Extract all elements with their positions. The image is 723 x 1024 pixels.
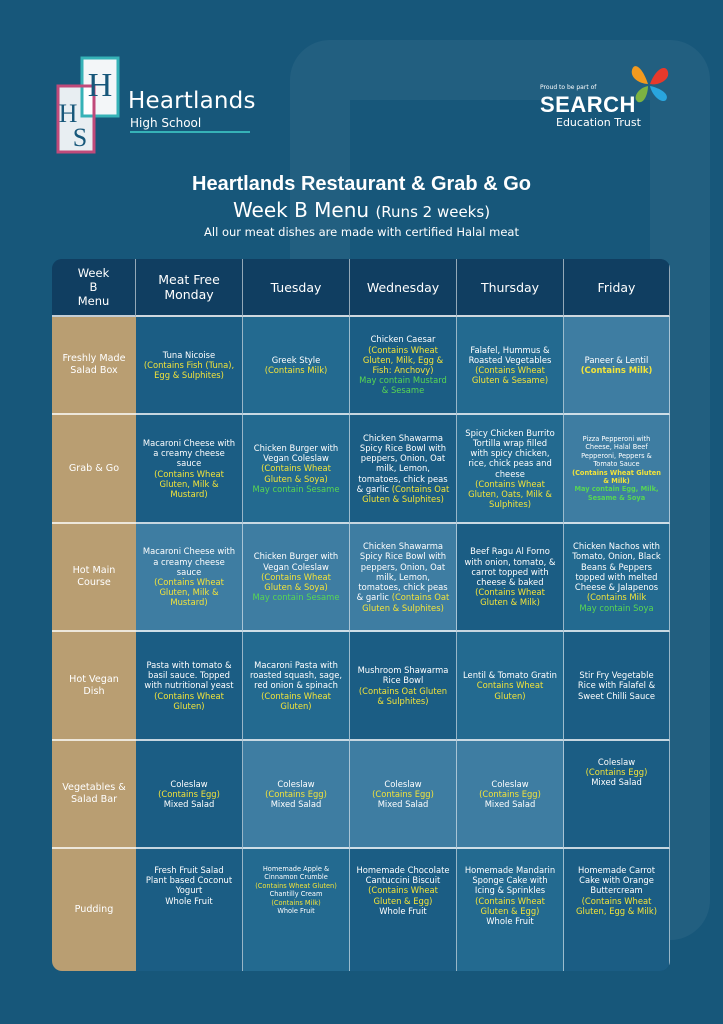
table-corner: Week B Menu bbox=[52, 259, 136, 317]
menu-cell: Coleslaw (Contains Egg) Mixed Salad bbox=[564, 741, 670, 849]
search-trust-logo bbox=[538, 60, 678, 130]
day-header: Meat Free Monday bbox=[136, 259, 243, 317]
menu-cell: Beef Ragu Al Forno with onion, tomato, & carrot topped with cheese & baked (Contains Wheat Gluten & Milk) bbox=[457, 524, 564, 632]
menu-cell: Greek Style (Contains Milk) bbox=[243, 317, 350, 415]
svg-text:S: S bbox=[72, 123, 88, 152]
menu-cell: Paneer & Lentil (Contains Milk) bbox=[564, 317, 670, 415]
menu-cell: Mushroom Shawarma Rice Bowl (Contains Oat Gluten & Sulphites) bbox=[350, 632, 457, 741]
row-label: Hot Main Course bbox=[52, 524, 136, 632]
menu-cell: Pasta with tomato & basil sauce. Topped with nutritional yeast (Contains Wheat Gluten) bbox=[136, 632, 243, 741]
menu-cell: Fresh Fruit Salad Plant based Coconut Yogurt Whole Fruit bbox=[136, 849, 243, 971]
menu-cell: Coleslaw (Contains Egg) Mixed Salad bbox=[350, 741, 457, 849]
partner-proud-text: Proud to be part of bbox=[540, 84, 597, 91]
partner-name: SEARCH bbox=[540, 92, 636, 117]
logo-name: Heartlands bbox=[128, 88, 256, 114]
menu-cell: Pizza Pepperoni with Cheese, Halal Beef Pepperoni, Peppers & Tomato Sauce (Contains Wheat Gluten & Milk) May contain Egg, Milk, Sesame & Soya bbox=[564, 415, 670, 524]
page-title: Heartlands Restaurant & Grab & Go bbox=[192, 173, 531, 195]
menu-cell: Spicy Chicken Burrito Tortilla wrap filled with spicy chicken, rice, chick peas and cheese (Contains Wheat Gluten, Oats, Milk & Sulphites) bbox=[457, 415, 564, 524]
menu-cell: Coleslaw (Contains Egg) Mixed Salad bbox=[457, 741, 564, 849]
menu-cell: Tuna Nicoise (Contains Fish (Tuna), Egg & Sulphites) bbox=[136, 317, 243, 415]
menu-cell: Chicken Shawarma Spicy Rice Bowl with peppers, Onion, Oat milk, Lemon, tomatoes, chick peas & garlic (Contains Oat Gluten & Sulphites) bbox=[350, 415, 457, 524]
menu-cell: Macaroni Pasta with roasted squash, sage, red onion & spinach (Contains Wheat Gluten) bbox=[243, 632, 350, 741]
menu-cell: Chicken Burger with Vegan Coleslaw (Contains Wheat Gluten & Soya) May contain Sesame bbox=[243, 415, 350, 524]
menu-cell: Homemade Apple & Cinnamon Crumble (Contains Wheat Gluten) Chantilly Cream (Contains Milk) Whole Fruit bbox=[243, 849, 350, 971]
menu-cell: Chicken Caesar (Contains Wheat Gluten, Milk, Egg & Fish: Anchovy) May contain Mustard & Sesame bbox=[350, 317, 457, 415]
svg-text:H: H bbox=[58, 99, 78, 128]
menu-cell: Stir Fry Vegetable Rice with Falafel & Sweet Chilli Sauce bbox=[564, 632, 670, 741]
menu-cell: Coleslaw (Contains Egg) Mixed Salad bbox=[243, 741, 350, 849]
menu-table bbox=[52, 259, 670, 971]
menu-cell: Homemade Mandarin Sponge Cake with Icing & Sprinkles (Contains Wheat Gluten & Egg) Whole Fruit bbox=[457, 849, 564, 971]
page-subtitle bbox=[0, 198, 723, 222]
menu-cell: Falafel, Hummus & Roasted Vegetables (Contains Wheat Gluten & Sesame) bbox=[457, 317, 564, 415]
row-label: Vegetables & Salad Bar bbox=[52, 741, 136, 849]
svg-text:H: H bbox=[87, 67, 113, 104]
row-label: Freshly Made Salad Box bbox=[52, 317, 136, 415]
hs-logo-icon bbox=[52, 56, 124, 156]
partner-trust: Education Trust bbox=[556, 116, 641, 129]
day-header: Friday bbox=[564, 259, 670, 317]
row-label: Pudding bbox=[52, 849, 136, 971]
day-header: Thursday bbox=[457, 259, 564, 317]
menu-cell: Chicken Nachos with Tomato, Onion, Black Beans & Peppers topped with melted Cheese & Jalapenos (Contains Milk May contain Soya bbox=[564, 524, 670, 632]
menu-cell: Homemade Chocolate Cantuccini Biscuit (Contains Wheat Gluten & Egg) Whole Fruit bbox=[350, 849, 457, 971]
day-header: Tuesday bbox=[243, 259, 350, 317]
week-label: Week B Menu bbox=[232, 198, 370, 222]
menu-cell: Lentil & Tomato Gratin Contains Wheat Gluten) bbox=[457, 632, 564, 741]
menu-cell: Homemade Carrot Cake with Orange Buttercream (Contains Wheat Gluten, Egg & Milk) bbox=[564, 849, 670, 971]
menu-cell: Chicken Burger with Vegan Coleslaw (Contains Wheat Gluten & Soya) May contain Sesame bbox=[243, 524, 350, 632]
row-label: Grab & Go bbox=[52, 415, 136, 524]
logo-underline bbox=[130, 131, 250, 133]
logo-subtitle: High School bbox=[130, 116, 202, 130]
runs-label: (Runs 2 weeks) bbox=[375, 203, 491, 221]
menu-cell: Macaroni Cheese with a creamy cheese sauce (Contains Wheat Gluten, Milk & Mustard) bbox=[136, 415, 243, 524]
menu-cell: Coleslaw (Contains Egg) Mixed Salad bbox=[136, 741, 243, 849]
menu-cell: Macaroni Cheese with a creamy cheese sauce (Contains Wheat Gluten, Milk & Mustard) bbox=[136, 524, 243, 632]
heartlands-logo bbox=[52, 56, 262, 156]
row-label: Hot Vegan Dish bbox=[52, 632, 136, 741]
menu-cell: Chicken Shawarma Spicy Rice Bowl with peppers, Onion, Oat milk, Lemon, tomatoes, chick peas & garlic (Contains Oat Gluten & Sulphites) bbox=[350, 524, 457, 632]
day-header: Wednesday bbox=[350, 259, 457, 317]
halal-note: All our meat dishes are made with certified Halal meat bbox=[204, 225, 519, 239]
